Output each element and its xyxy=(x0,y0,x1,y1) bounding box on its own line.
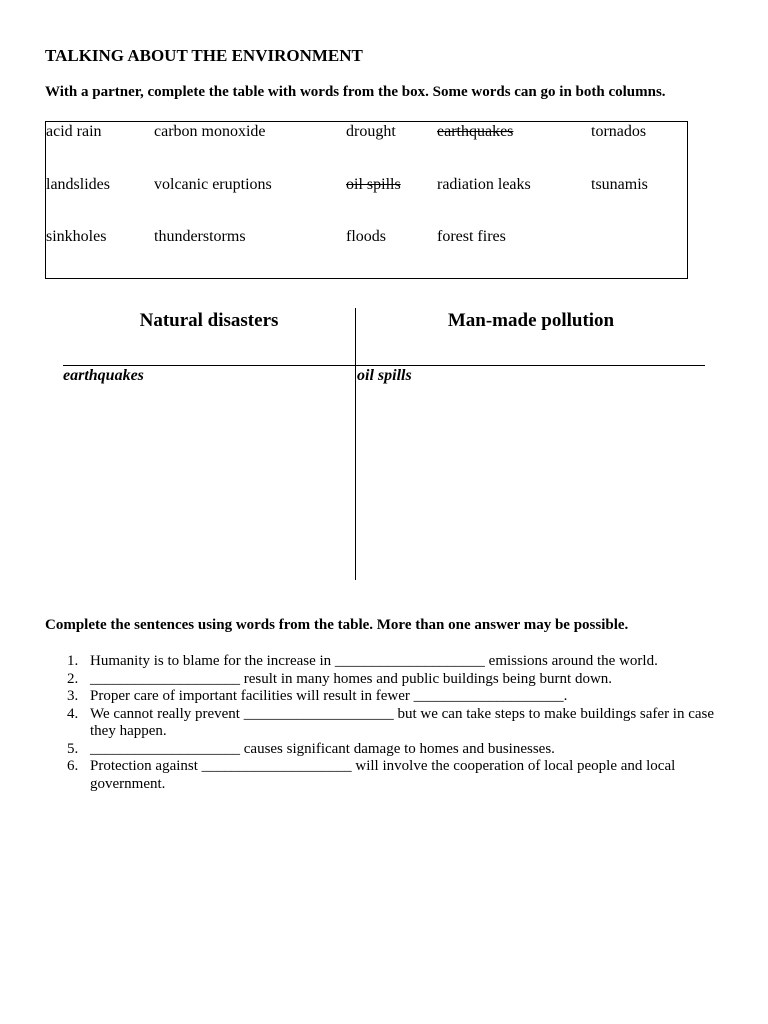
word-drought: drought xyxy=(346,123,396,140)
sentence-list xyxy=(63,653,723,793)
sentence-text: Proper care of important facilities will result in fewer ____________________. xyxy=(90,688,568,704)
word-carbon-monoxide: carbon monoxide xyxy=(154,123,266,140)
sentence-item xyxy=(63,671,723,689)
word-tornados: tornados xyxy=(591,123,647,140)
word-box xyxy=(45,121,688,279)
sentence-item xyxy=(63,706,723,741)
man-made-pollution-heading: Man-made pollution xyxy=(447,310,615,331)
table-instruction: With a partner, complete the table with words from the box. Some words can go in both columns. xyxy=(45,84,666,100)
sentence-number: 3. xyxy=(67,688,79,704)
sentences-instruction: Complete the sentences using words from the table. More than one answer may be possible. xyxy=(45,617,629,633)
word-acid-rain: acid rain xyxy=(46,123,102,140)
natural-disasters-heading: Natural disasters xyxy=(139,310,279,331)
sentence-number: 2. xyxy=(67,670,79,687)
worksheet-title: TALKING ABOUT THE ENVIRONMENT xyxy=(45,46,363,65)
sentence-number: 4. xyxy=(67,705,79,722)
word-sinkholes: sinkholes xyxy=(46,228,107,245)
sentence-number: 5. xyxy=(67,740,79,757)
sentence-text: ____________________ causes significant damage to homes and businesses. xyxy=(90,740,555,757)
sentence-number: 6. xyxy=(67,758,79,774)
word-landslides: landslides xyxy=(46,176,110,193)
word-thunderstorms: thunderstorms xyxy=(154,228,246,245)
word-radiation-leaks: radiation leaks xyxy=(437,176,531,193)
word-earthquakes: earthquakes xyxy=(437,123,514,140)
sentence-text: Protection against ____________________ will involve the cooperation of local people and local government. xyxy=(90,758,676,792)
word-floods: floods xyxy=(346,228,386,245)
word-volcanic-eruptions: volcanic eruptions xyxy=(154,176,272,193)
word-oil-spills: oil spills xyxy=(346,176,401,193)
sentence-text: We cannot really prevent ____________________ but we can take steps to make buildings safer in case they happen. xyxy=(90,705,715,739)
sentence-item xyxy=(63,688,723,706)
sentence-text: ____________________ result in many homes and public buildings being burnt down. xyxy=(90,670,613,687)
table-vertical-rule xyxy=(355,308,356,580)
manmade-example-entry: oil spills xyxy=(357,367,412,384)
word-forest-fires: forest fires xyxy=(437,228,506,245)
natural-example-entry: earthquakes xyxy=(63,367,144,384)
sentence-number: 1. xyxy=(67,653,79,669)
word-tsunamis: tsunamis xyxy=(591,176,648,193)
sentence-item xyxy=(63,653,723,671)
sentence-item xyxy=(63,758,723,793)
sentence-item xyxy=(63,741,723,759)
table-horizontal-rule xyxy=(63,365,705,366)
sentence-text: Humanity is to blame for the increase in ____________________ emissions around the world. xyxy=(90,653,658,669)
